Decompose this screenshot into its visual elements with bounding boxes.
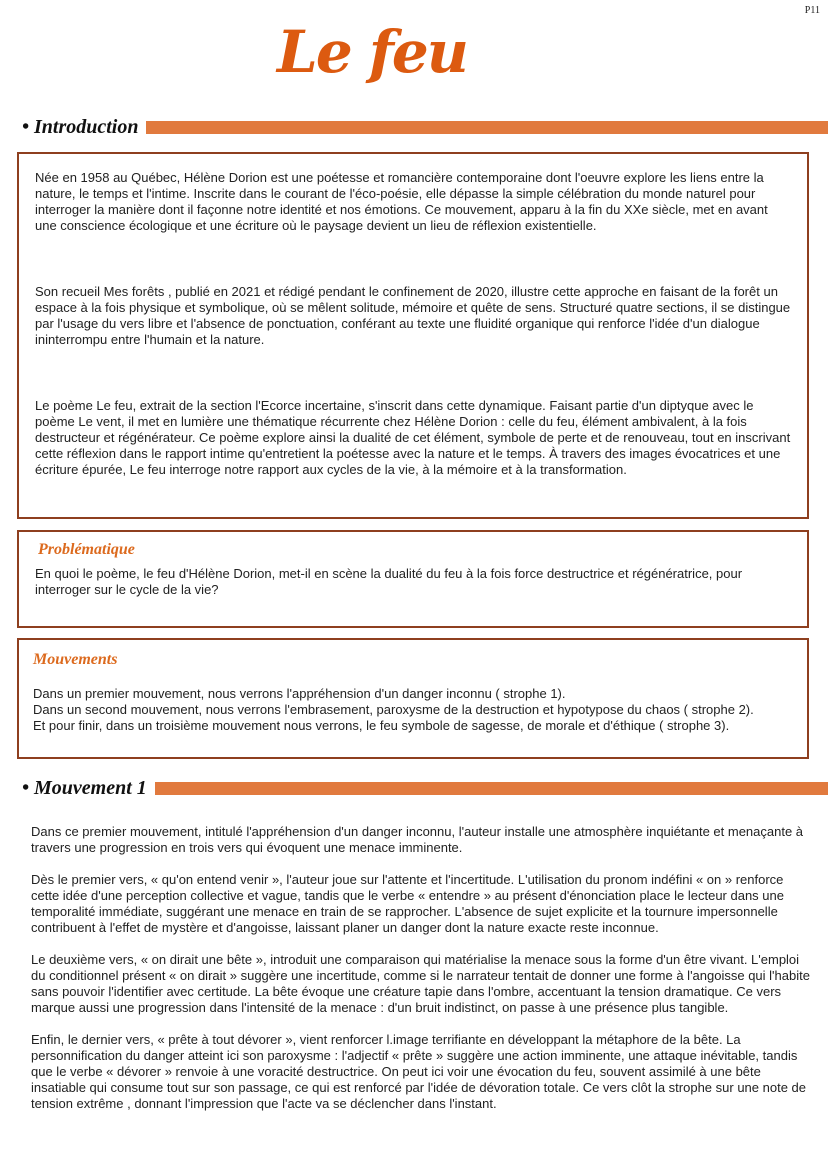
section-divider-bar [155,782,828,795]
page-number: P11 [804,5,820,16]
intro-paragraph: Le poème Le feu, extrait de la section l'Ecorce incertaine, s'inscrit dans cette dynamique. Faisant partie d'un diptyque avec le poème Le vent, il met en lumière une thématique récurrente chez Hélène Dorion : celle du feu, élément ambivalent, à la fois destructeur et régénérateur. Ce poème explore ainsi la dualité de cet élément, symbole de perte et de renouveau, tout en inscrivant cette réflexion dans le rapport intime qu'entretient la poétesse avec la nature et le temps. À travers des images évocatrices et une écriture épurée, Le feu interroge notre rapport aux cycles de la vie, à la mémoire et à la transformation. [35,398,791,477]
problematique-text: En quoi le poème, le feu d'Hélène Dorion, met-il en scène la dualité du feu à la fois force destructrice et régénératrice, pour interroger sur le cycle de la vie? [35,566,743,597]
mouvement-line: Et pour finir, dans un troisième mouvement nous verrons, le feu symbole de sagesse, de morale et d'éthique ( strophe 3). [33,718,730,733]
mouvement-line: Dans un premier mouvement, nous verrons l'appréhension d'un danger inconnu ( strophe 1). [33,686,566,701]
mouvement1-body [31,824,811,1128]
intro-paragraph: Son recueil Mes forêts , publié en 2021 et rédigé pendant le confinement de 2020, illustre cette approche en faisant de la forêt un espace à la fois physique et symbolique, où se mêlent solitude, mémoire et quête de sens. Structuré quatre sections, il se distingue par l'usage du vers libre et l'absence de ponctuation, conférant au texte une fluidité organique qui renforce l'idée d'un dialogue ininterrompu entre l'humain et la nature. [35,284,791,347]
section-header-introduction [22,114,828,140]
section-heading: • Introduction [22,115,139,138]
problematique-box [17,530,809,628]
mouvement-line: Dans un second mouvement, nous verrons l'embrasement, paroxysme de la destruction et hypotypose du chaos ( strophe 2). [33,702,754,717]
page-title: Le feu [277,18,467,86]
body-paragraph: Dans ce premier mouvement, intitulé l'appréhension d'un danger inconnu, l'auteur installe une atmosphère inquiétante et menaçante à travers une progression en trois vers qui évoquent une menace imminente. [31,824,804,855]
mouvements-heading: Mouvements [33,651,118,668]
problematique-heading: Problématique [38,541,135,558]
mouvements-box [17,638,809,759]
body-paragraph: Dès le premier vers, « qu'on entend venir », l'auteur joue sur l'attente et l'incertitude. L'utilisation du pronom indéfini « on » renforce cette idée d'une perception collective et vague, tandis que le verbe « entendre » au présent d'énonciation place le lecteur dans une temporalité immédiate, suggérant une menace en train de se rapprocher. L'absence de sujet explicite et la tournure impersonnelle contribuent à l'effet de mystère et d'angoisse, laissant planer un danger dont la nature exacte reste inconnue. [31,872,784,935]
intro-paragraph: Née en 1958 au Québec, Hélène Dorion est une poétesse et romancière contemporaine dont l'oeuvre explore les liens entre la nature, le temps et l'intime. Inscrite dans le courant de l'éco-poésie, elle dépasse la simple célébration du monde naturel pour interroger la manière dont il façonne notre identité et nos émotions. Ce mouvement, apparu à la fin du XXe siècle, met en avant une conscience écologique et une écriture où le paysage devient un lieu de réflexion existentielle. [35,170,768,233]
section-divider-bar [146,121,828,134]
section-heading: • Mouvement 1 [22,776,147,799]
section-header-mouvement1 [22,775,828,801]
body-paragraph: Le deuxième vers, « on dirait une bête », introduit une comparaison qui matérialise la menace sous la forme d'un être vivant. L'emploi du conditionnel présent « on dirait » suggère une incertitude, comme si le narrateur tentait de donner une forme à l'angoisse qui l'habite sans pouvoir l'identifier avec certitude. La bête évoque une créature tapie dans l'ombre, accentuant la tension dramatique. Ce vers marque aussi une progression dans l'intensité de la menace : d'un bruit indistinct, on passe à une présence plus tangible. [31,952,810,1015]
introduction-box [17,152,809,519]
body-paragraph: Enfin, le dernier vers, « prête à tout dévorer », vient renforcer l.image terrifiante en développant la métaphore de la bête. La personnification du danger atteint ici son paroxysme : l'adjectif « prête » suggère une action imminente, une attaque inévitable, tandis que le verbe « dévorer » renvoie à une voracité destructrice. On peut ici voir une évocation du feu, souvent assimilé à une bête insatiable qui consume tout sur son passage, ce qui est renforcé par l'idée de dévoration totale. Ce vers clôt la strophe sur une note de tension extrême , donnant l'impression que l'acte va se déclencher dans l'instant. [31,1032,806,1111]
